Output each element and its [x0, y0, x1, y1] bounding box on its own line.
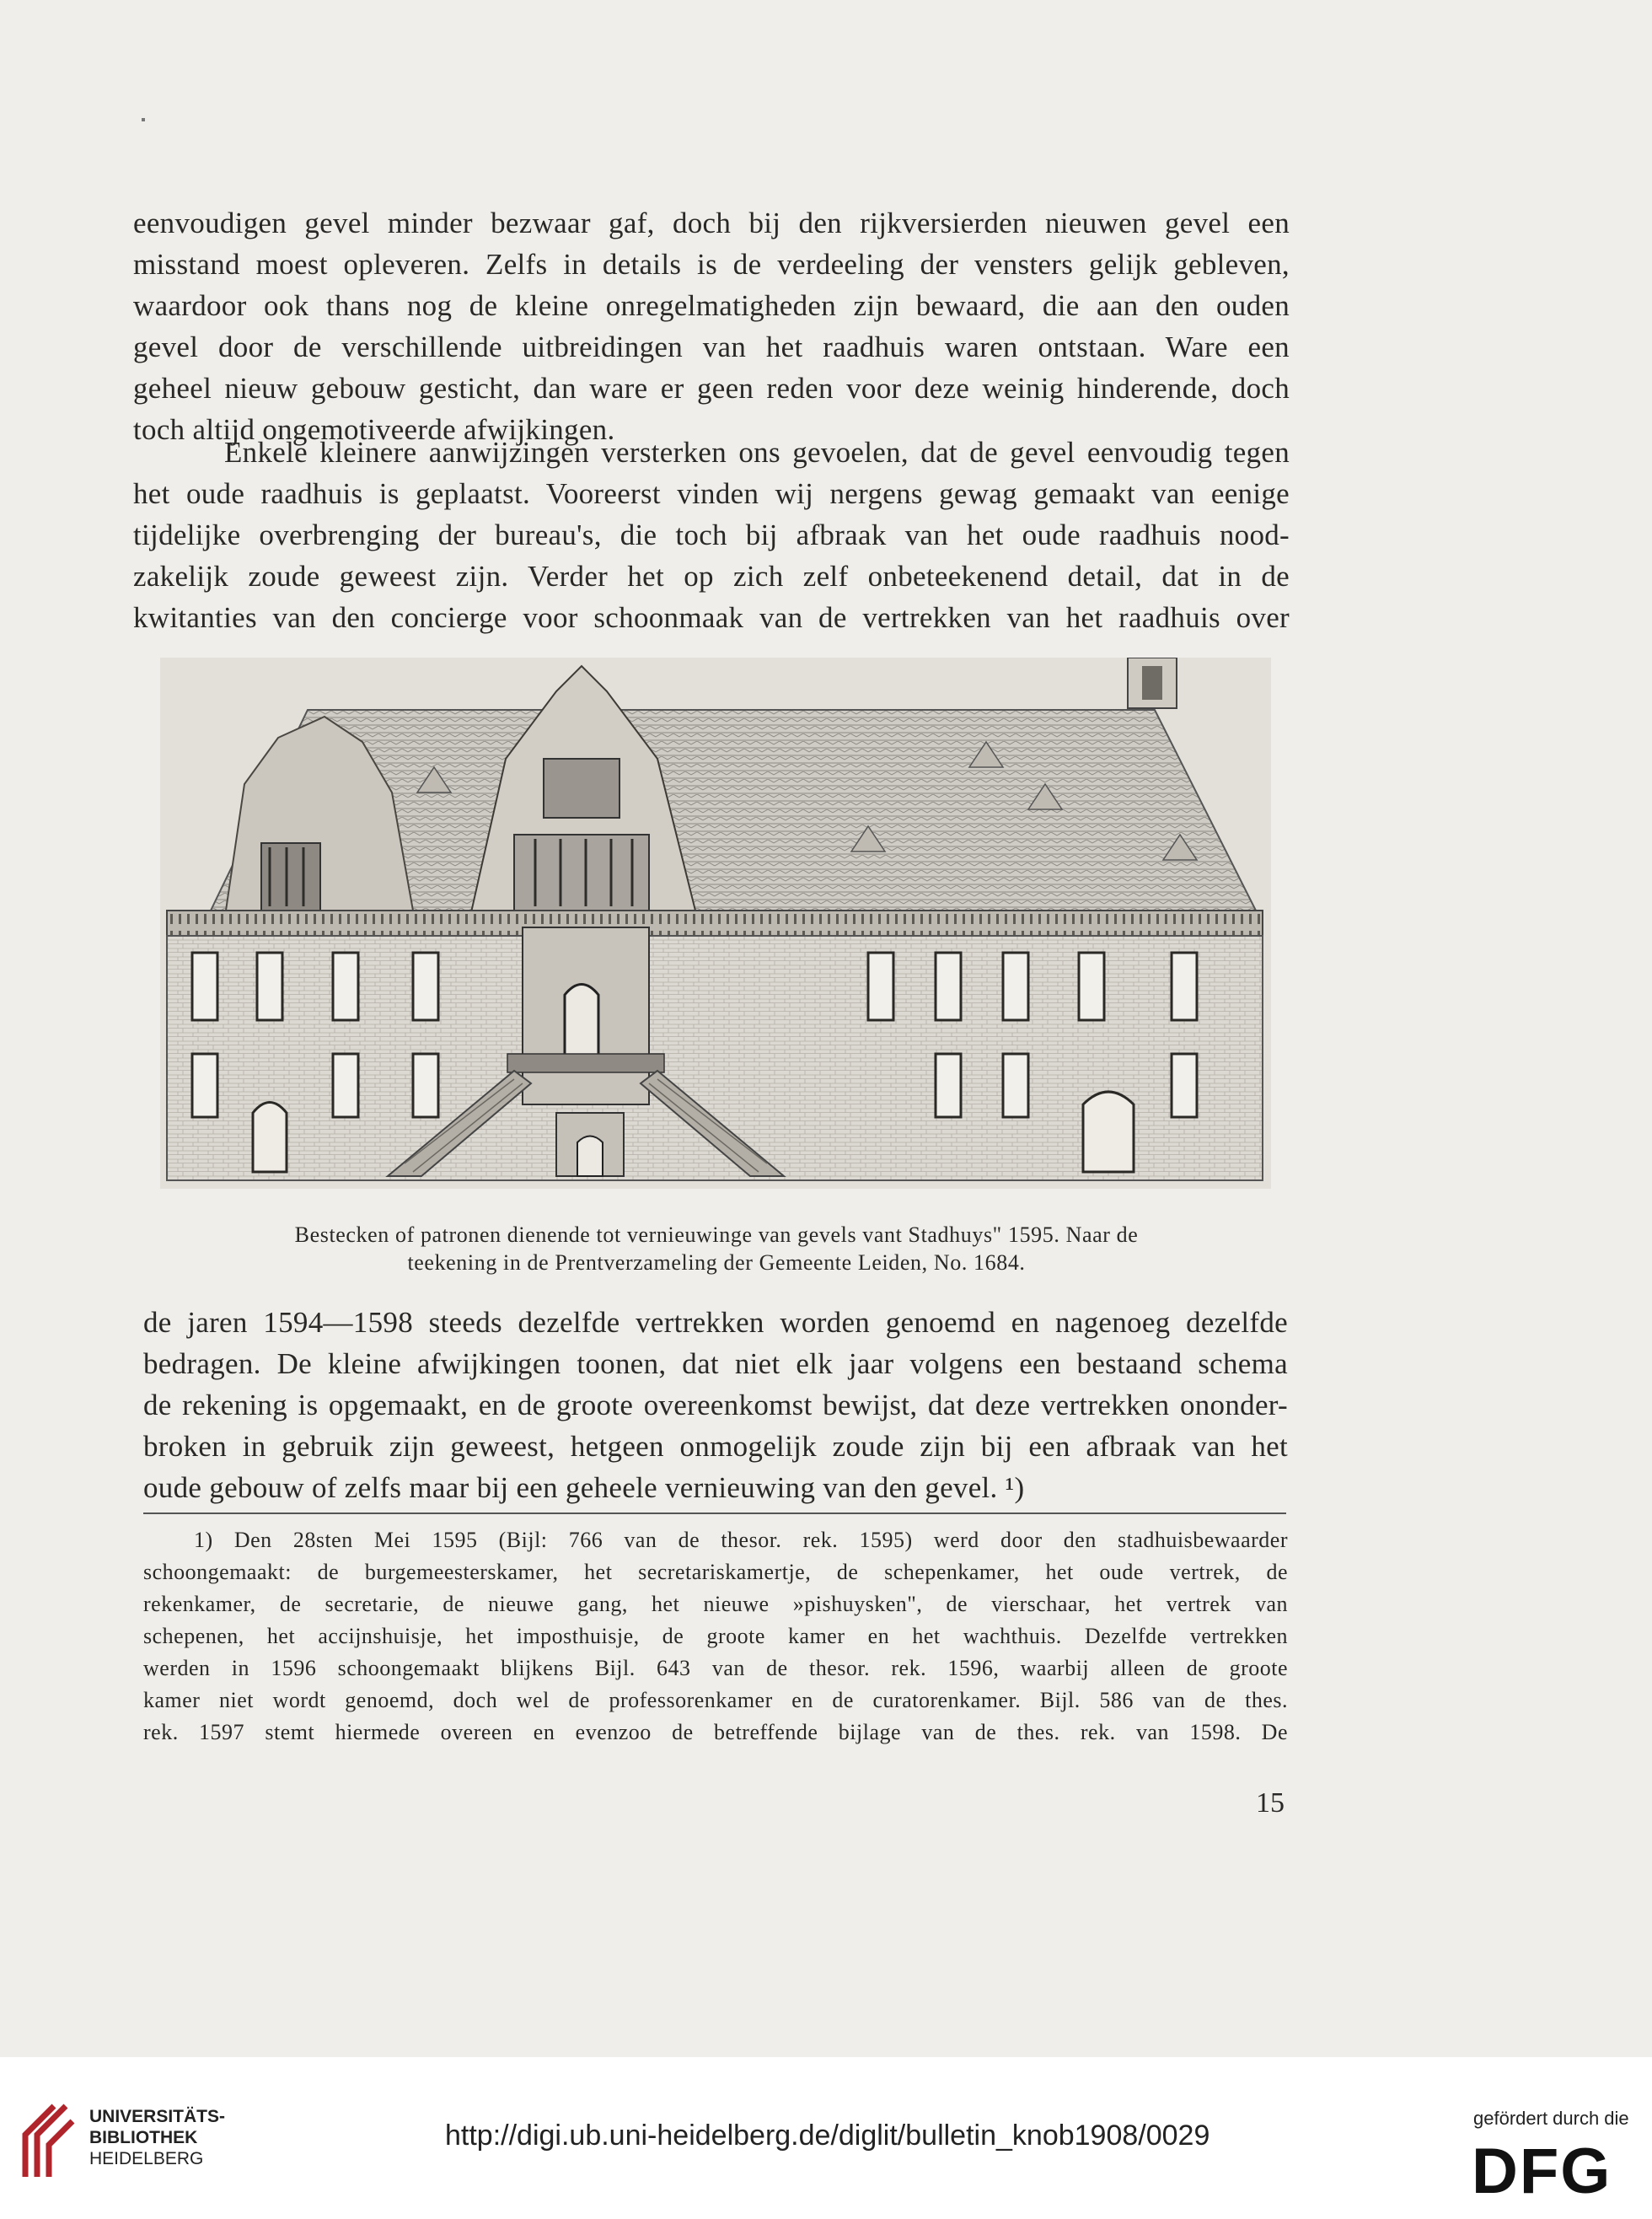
text-line: Enkele kleinere aanwijzingen versterken ons gevoelen, dat de gevel eenvoudig tegen — [224, 436, 1290, 469]
footnote-line: schoongemaakt: de burgemeesterskamer, het secretariskamertje, de schepenkamer, het oude vertrek, de — [143, 1560, 1288, 1584]
text-line: eenvoudigen gevel minder bezwaar gaf, doch bij den rijkversierden nieuwen gevel een — [133, 207, 1290, 239]
text-line: de jaren 1594—1598 steeds dezelfde vertrekken worden genoemd en nagenoeg dezelfde — [143, 1306, 1288, 1339]
permalink-url[interactable]: http://digi.ub.uni-heidelberg.de/diglit/bulletin_knob1908/0029 — [445, 2120, 1210, 2152]
university-library-name[interactable] — [89, 2106, 225, 2169]
university-library-logo-icon — [17, 2103, 76, 2180]
facade-drawing — [160, 658, 1271, 1189]
dfg-logo[interactable]: DFG — [1472, 2136, 1612, 2207]
text-line: de rekening is opgemaakt, en de groote overeenkomst bewijst, dat deze vertrekken ononder- — [143, 1389, 1288, 1421]
text-line: oude gebouw of zelfs maar bij een geheele vernieuwing van den gevel. ¹) — [143, 1471, 1025, 1504]
text-line: misstand moest opleveren. Zelfs in details is de verdeeling der vensters gelijk gebleven, — [133, 248, 1290, 281]
library-name-line: HEIDELBERG — [89, 2149, 204, 2168]
scan-speck — [142, 118, 145, 121]
library-name-line: BIBLIOTHEK — [89, 2128, 198, 2147]
text-line: waardoor ook thans nog de kleine onregelmatigheden zijn bewaard, die aan den ouden — [133, 289, 1290, 322]
paragraph-1 — [133, 202, 1290, 450]
footnote-line: schepenen, het accijnshuisje, het imposthuisje, de groote kamer en het wachthuis. Dezelfde vertrekken — [143, 1624, 1288, 1648]
footnote-line: 1) Den 28sten Mei 1595 (Bijl: 766 van de thesor. rek. 1595) werd door den stadhuisbewaarder — [194, 1528, 1288, 1552]
page-number: 15 — [1256, 1787, 1285, 1819]
caption-line: teekening in de Prentverzameling der Gemeente Leiden, No. 1684. — [407, 1250, 1026, 1275]
text-line: kwitanties van den concierge voor schoonmaak van de vertrekken van het raadhuis over — [133, 601, 1290, 634]
text-line: tijdelijke overbrenging der bureau's, die toch bij afbraak van het oude raadhuis nood- — [133, 518, 1290, 551]
text-line: broken in gebruik zijn geweest, hetgeen onmogelijk zoude zijn bij een afbraak van het — [143, 1430, 1288, 1463]
footnote-line: kamer niet wordt genoemd, doch wel de professorenkamer en de curatorenkamer. Bijl. 586 van de thes. — [143, 1688, 1288, 1712]
figure-caption — [152, 1221, 1281, 1276]
footnote-divider — [143, 1512, 1286, 1514]
funding-note: gefördert durch die — [1473, 2108, 1629, 2129]
paragraph-3 — [143, 1302, 1288, 1508]
footnote-line: werden in 1596 schoongemaakt blijkens Bijl. 643 van de thesor. rek. 1596, waarbij alleen de groote — [143, 1656, 1288, 1680]
footnote-line: rekenkamer, de secretarie, de nieuwe gang, het nieuwe »pishuysken", de vierschaar, het vertrek van — [143, 1592, 1288, 1616]
text-line: zakelijk zoude geweest zijn. Verder het op zich zelf onbeteekenend detail, dat in de — [133, 560, 1290, 593]
text-line: toch altijd ongemotiveerde afwijkingen. — [133, 413, 615, 446]
caption-line: Bestecken of patronen dienende tot vernieuwinge van gevels vant Stadhuys" 1595. Naar de — [294, 1222, 1139, 1247]
text-line: gevel door de verschillende uitbreidingen van het raadhuis waren ontstaan. Ware een — [133, 330, 1290, 363]
text-line: bedragen. De kleine afwijkingen toonen, dat niet elk jaar volgens een bestaand schema — [143, 1347, 1288, 1380]
paragraph-2 — [133, 432, 1290, 638]
text-line: het oude raadhuis is geplaatst. Vooreerst vinden wij nergens gewag gemaakt van eenige — [133, 477, 1290, 510]
footnote — [143, 1524, 1288, 1749]
footnote-line: rek. 1597 stemt hiermede overeen en evenzoo de betreffende bijlage van de thes. rek. van 1598. De — [143, 1720, 1288, 1744]
text-line: geheel nieuw gebouw gesticht, dan ware er geen reden voor deze weinig hinderende, doch — [133, 372, 1290, 405]
library-name-line: UNIVERSITÄTS- — [89, 2107, 226, 2126]
